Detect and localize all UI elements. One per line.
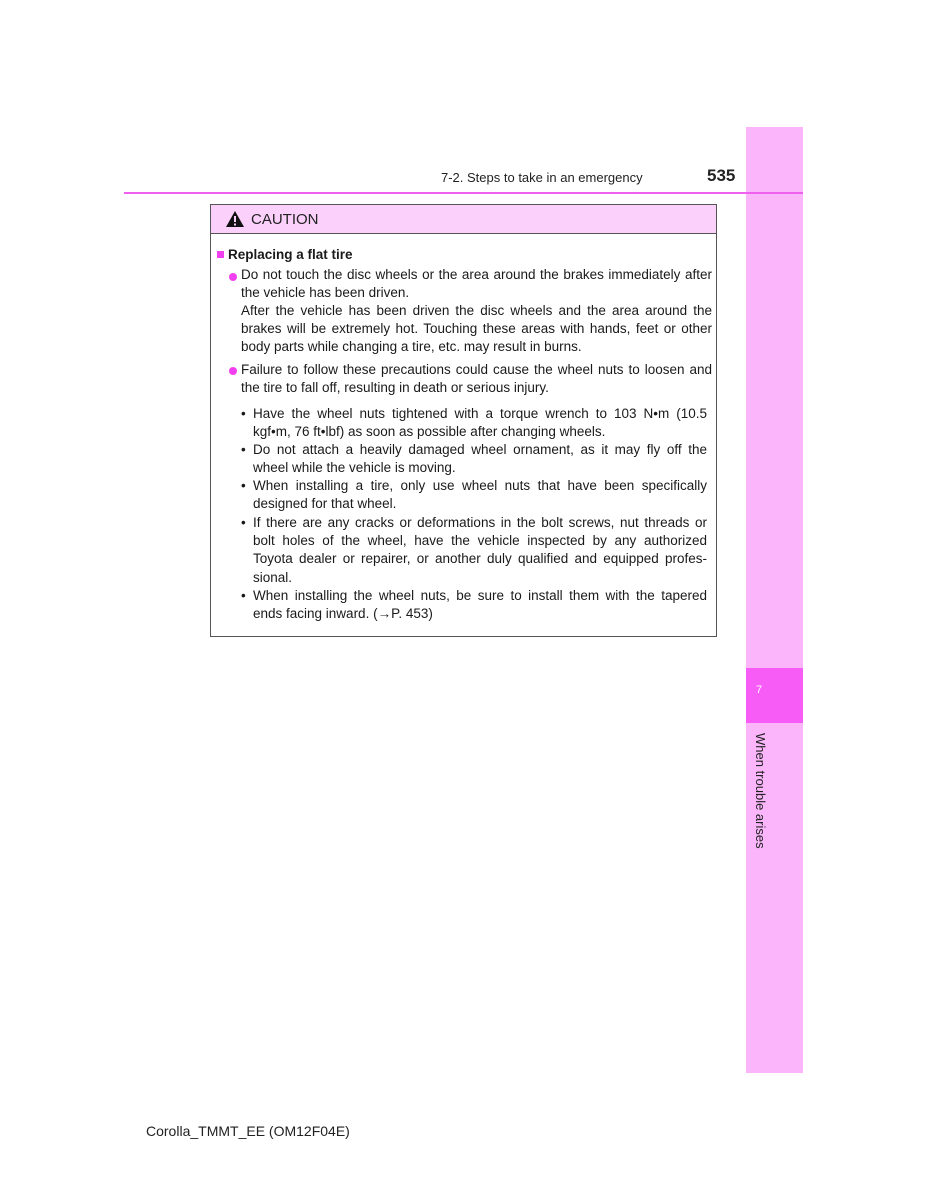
page-number: 535 [707, 166, 736, 185]
sub-bullet-icon: • [241, 442, 246, 457]
sub-bullet-icon: • [241, 478, 246, 493]
caution-item-1: Do not touch the disc wheels or the area around the brakes immediately after the vehicle has been driven. [241, 267, 712, 301]
caution-header [211, 205, 716, 234]
sub-item: When installing the wheel nuts, be sure to install them with the tapered ends facing inward. (→P. 453) [253, 588, 707, 622]
sub-item: Do not attach a heavily damaged wheel ornament, as it may fly off the wheel while the vehicle is moving. [253, 442, 707, 476]
document-code: Corolla_TMMT_EE (OM12F04E) [146, 1123, 350, 1139]
square-bullet-icon [217, 251, 224, 258]
sub-bullet-icon: • [241, 515, 246, 530]
sub-item: When installing a tire, only use wheel nuts that have been specifically designed for that wheel. [253, 478, 707, 512]
chapter-title: When trouble arises [753, 733, 768, 849]
side-chapter-tab-active [746, 668, 803, 723]
caution-title: CAUTION [251, 210, 319, 228]
warning-icon [225, 210, 245, 228]
chapter-number: 7 [756, 684, 763, 696]
sub-item: If there are any cracks or deformations in the bolt screws, nut threads or bolt holes of the wheel, have the vehicle inspected by any authorized Toyota dealer or repairer, or another duly qualified and equipped profes-sional. [253, 515, 707, 585]
heading-text: Replacing a flat tire [228, 247, 353, 262]
caution-item-2: Failure to follow these precautions could cause the wheel nuts to loosen and the tire to fall off, resulting in death or serious injury. [241, 362, 712, 396]
circle-bullet-icon [229, 273, 237, 281]
side-chapter-tab [746, 127, 803, 1073]
sub-bullet-icon: • [241, 588, 246, 603]
sub-item: Have the wheel nuts tightened with a torque wrench to 103 N•m (10.5 kgf•m, 76 ft•lbf) as soon as possible after changing wheels. [253, 406, 707, 440]
section-title: 7-2. Steps to take in an emergency [441, 170, 643, 185]
header-rule [124, 192, 803, 194]
caution-heading [217, 247, 353, 262]
caution-box [210, 204, 717, 637]
caution-item-1-detail: After the vehicle has been driven the disc wheels and the area around the brakes will be extremely hot. Touching these areas with hands, feet or other body parts while changing a tire, etc. may result in burns. [241, 303, 712, 355]
sub-bullet-icon: • [241, 406, 246, 421]
circle-bullet-icon [229, 367, 237, 375]
